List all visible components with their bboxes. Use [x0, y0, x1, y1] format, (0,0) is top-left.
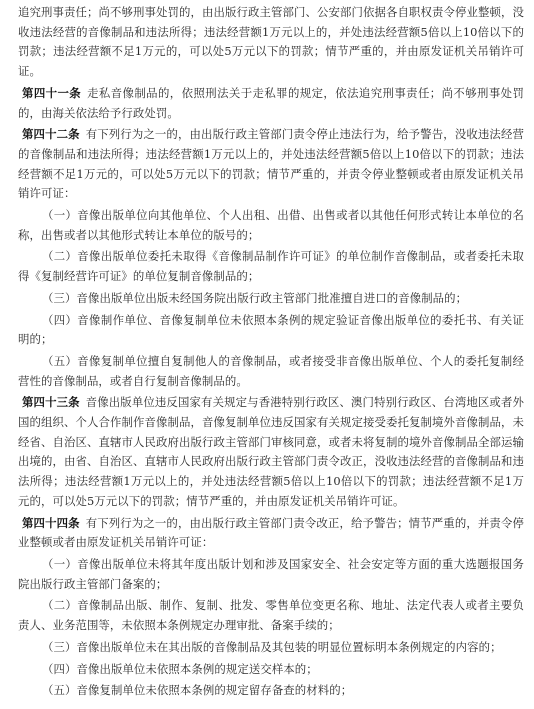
list-item: [18, 638, 524, 658]
list-item: [18, 352, 524, 391]
list-item: [18, 289, 524, 309]
list-item: [18, 660, 524, 680]
article-42: [18, 125, 524, 204]
item-text: （二）音像制品出版、制作、复制、批发、零售单位变更名称、地址、法定代表人或者主要负责人、业务范围等，未依照本条例规定办理审批、备案手续的；: [18, 598, 524, 633]
item-text: （四）音像出版单位未依照本条例的规定送交样本的；: [42, 661, 318, 676]
article-text: 走私音像制品的，依照刑法关于走私罪的规定，依法追究刑事责任；尚不够刑事处罚的，由海关依法给予行政处罚。: [18, 85, 524, 120]
article-text: 音像出版单位违反国家有关规定与香港特别行政区、澳门特别行政区、台湾地区或者外国的组织、个人合作制作音像制品，音像复制单位违反国家有关规定接受委托复制境外音像制品，未经省、自治区、直辖市人民政府出版行政主管部门审核同意，或者未将复制的境外音像制品全部运输出境的，由省、自治区、直辖市人民政府出版行政主管部门责令改正，没收违法经营的音像制品和违法所得；违法经营额1万元以上的，并处违法经营额5倍以上10倍以下的罚款；违法经营额不足1万元的，可以处5万元以下的罚款；情节严重的，并由原发证机关吊销许可证。: [18, 395, 524, 508]
list-item: [18, 555, 524, 594]
paragraph-text: 追究刑事责任；尚不够刑事处罚的，由出版行政主管部门、公安部门依据各自职权责令停业整顿，没收违法经营的音像制品和违法所得；违法经营额1万元以上的，并处违法经营额5倍以上10倍以下的罚款；违法经营额不足1万元的，可以处5万元以下的罚款；情节严重的，并由原发证机关吊销许可证。: [18, 5, 524, 79]
article-text: 有下列行为之一的，由出版行政主管部门责令停止违法行为，给予警告，没收违法经营的音像制品和违法所得；违法经营额1万元以上的，并处违法经营额5倍以上10倍以下的罚款；违法经营额不足1万元的，可以处5万元以下的罚款；情节严重的，并责令停业整顿或者由原发证机关吊销许可证：: [18, 127, 524, 201]
article-41: [18, 84, 524, 123]
item-text: （一）音像出版单位向其他单位、个人出租、出借、出售或者以其他任何形式转让本单位的名称，出售或者以其他形式转让本单位的版号的；: [18, 208, 524, 242]
item-text: （一）音像出版单位未将其年度出版计划和涉及国家安全、社会安定等方面的重大选题报国务院出版行政主管部门备案的；: [18, 556, 524, 591]
list-item: [18, 596, 524, 635]
article-number: 第四十三条: [22, 395, 80, 410]
article-number: 第四十一条: [22, 85, 82, 100]
list-item: [18, 206, 524, 245]
item-text: （四）音像制作单位、音像复制单位未依照本条例的规定验证音像出版单位的委托书、有关证明的；: [18, 312, 524, 347]
article-text: 有下列行为之一的，由出版行政主管部门责令改正，给予警告；情节严重的，并责令停业整顿或者由原发证机关吊销许可证：: [18, 515, 524, 550]
list-item: [18, 247, 524, 286]
item-text: （三）音像出版单位未在其出版的音像制品及其包装的明显位置标明本条例规定的内容的；: [42, 639, 502, 654]
article-number: 第四十二条: [22, 127, 80, 142]
list-item: [18, 681, 524, 701]
paragraph-continuation: [18, 3, 524, 82]
article-43: [18, 393, 524, 511]
article-number: 第四十四条: [22, 515, 80, 530]
article-44: [18, 514, 524, 553]
list-item: [18, 311, 524, 350]
item-text: （五）音像复制单位未依照本条例的规定留存备查的材料的；: [42, 683, 353, 698]
item-text: （三）音像出版单位出版未经国务院出版行政主管部门批准擅自进口的音像制品的；: [42, 290, 468, 305]
item-text: （二）音像出版单位委托未取得《音像制品制作许可证》的单位制作音像制品，或者委托未取得《复制经营许可证》的单位复制音像制品的；: [18, 249, 524, 284]
item-text: （五）音像复制单位擅自复制他人的音像制品，或者接受非音像出版单位、个人的委托复制经营性的音像制品，或者自行复制音像制品的。: [18, 353, 524, 388]
